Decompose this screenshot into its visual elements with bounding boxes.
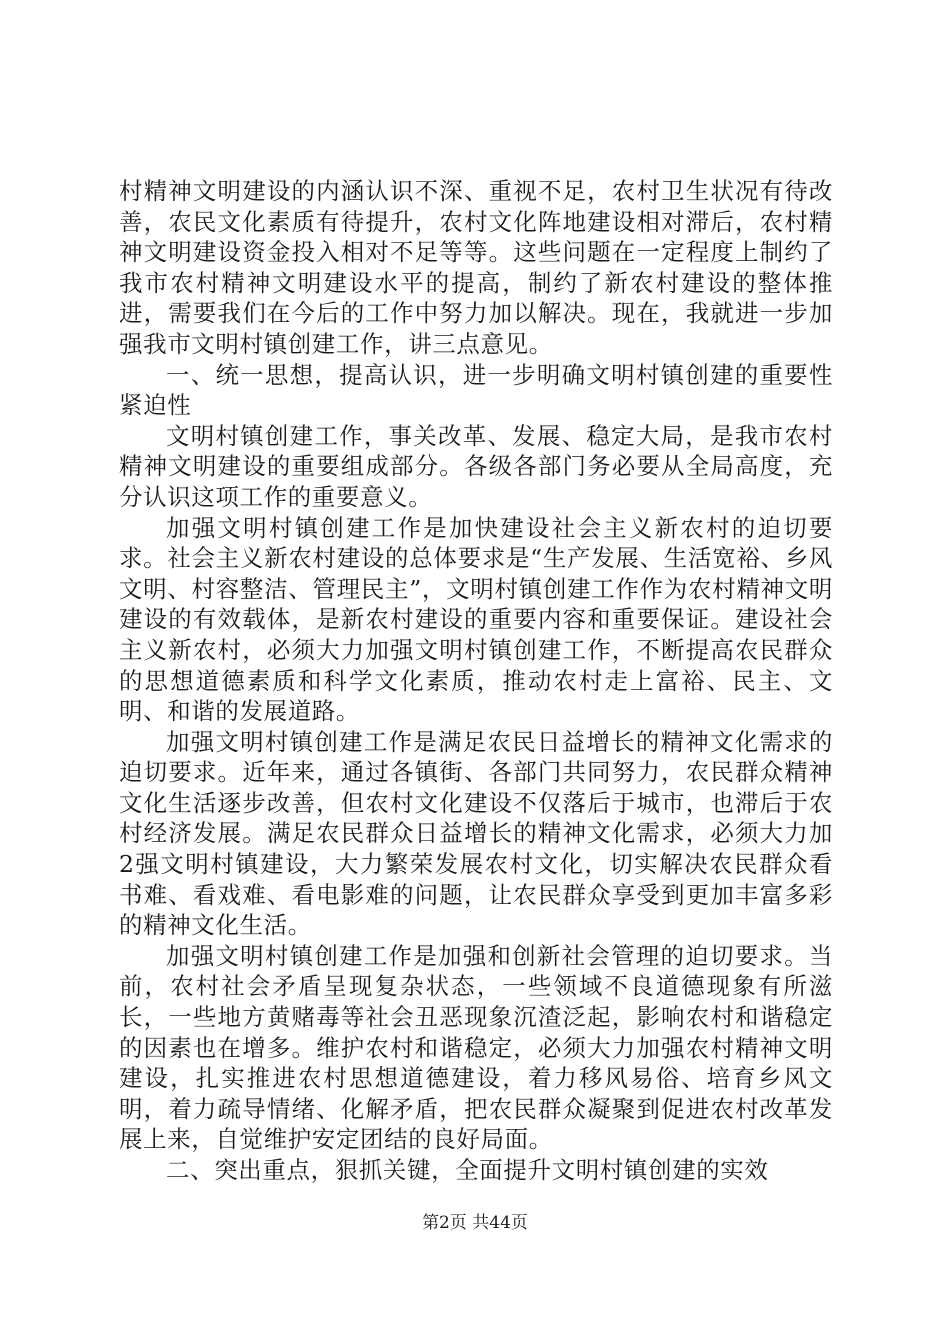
section-heading-1: 一、统一思想，提高认识，进一步明确文明村镇创建的重要性紧迫性 [119, 360, 833, 420]
section-heading-2: 二、突出重点，狠抓关键，全面提升文明村镇创建的实效 [166, 1156, 769, 1184]
paragraph: 加强文明村镇创建工作是加快建设社会主义新农村的迫切要求。社会主义新农村建设的总体要求是“生产发展、生活宽裕、乡风文明、村容整洁、管理民主”，文明村镇创建工作作为农村精神文明建设的有效载体，是新农村建设的重要内容和重要保证。建设社会主义新农村，必须大力加强文明村镇创建工作，不断提高农民群众的思想道德素质和科学文化素质，推动农村走上富裕、民主、文明、和谐的发展道路。 [119, 513, 833, 726]
paragraph: 文明村镇创建工作，事关改革、发展、稳定大局，是我市农村精神文明建设的重要组成部分。各级各部门务必要从全局高度，充分认识这项工作的重要意义。 [119, 421, 833, 511]
paragraph: 加强文明村镇创建工作是加强和创新社会管理的迫切要求。当前，农村社会矛盾呈现复杂状态，一些领域不良道德现象有所滋长，一些地方黄赌毒等社会丑恶现象沉渣泛起，影响农村和谐稳定的因素也在增多。维护农村和谐稳定，必须大力加强农村精神文明建设，扎实推进农村思想道德建设，着力移风易俗、培育乡风文明，着力疏导情绪、化解矛盾，把农民群众凝聚到促进农村改革发展上来，自觉维护安定团结的良好局面。 [119, 941, 833, 1154]
page-footer [0, 1212, 950, 1234]
page-number: 第2页 [422, 1213, 467, 1233]
paragraph: 加强文明村镇创建工作是满足农民日益增长的精神文化需求的迫切要求。近年来，通过各镇街、各部门共同努力，农民群众精神文化生活逐步改善，但农村文化建设不仅落后于城市，也滞后于农村经济发展。满足农民群众日益增长的精神文化需求，必须大力加2强文明村镇建设，大力繁荣发展农村文化，切实解决农民群众看书难、看戏难、看电影难的问题，让农民群众享受到更加丰富多彩的精神文化生活。 [119, 727, 833, 940]
document-body [119, 176, 833, 1186]
page-total: 共44页 [472, 1213, 528, 1233]
paragraph-continuation: 村精神文明建设的内涵认识不深、重视不足，农村卫生状况有待改善，农民文化素质有待提升，农村文化阵地建设相对滞后，农村精神文明建设资金投入相对不足等等。这些问题在一定程度上制约了我市农村精神文明建设水平的提高，制约了新农村建设的整体推进，需要我们在今后的工作中努力加以解决。现在，我就进一步加强我市文明村镇创建工作，讲三点意见。 [119, 177, 833, 358]
